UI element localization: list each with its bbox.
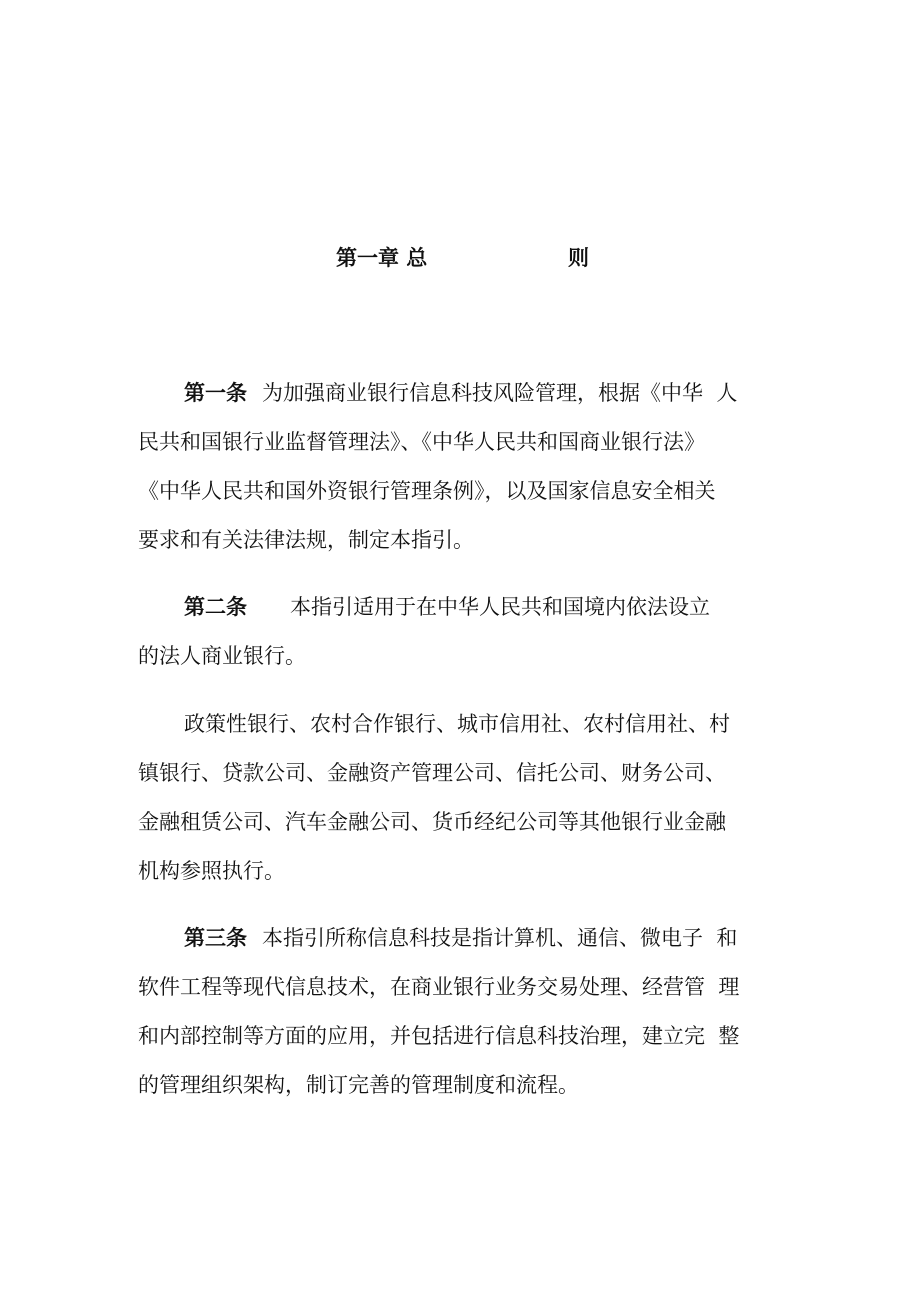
article-2-line-1: 本指引适用于在中华人民共和国境内依法设立 — [290, 595, 710, 619]
chapter-title — [0, 238, 920, 274]
article-3-heading: 第三条 — [184, 925, 247, 950]
article-3-line-4: 的管理组织架构，制订完善的管理制度和流程。 — [138, 1073, 579, 1097]
chapter-title-label: 第一章 总 — [336, 245, 428, 270]
policy-line-4: 机构参照执行。 — [138, 859, 285, 883]
chapter-title-suffix: 则 — [568, 245, 589, 270]
article-3-line-3: 和内部控制等方面的应用，并包括进行信息科技治理，建立完 整 — [138, 1024, 740, 1048]
article-1-line-1: 为加强商业银行信息科技风险管理，根据《中华 人 — [262, 381, 738, 405]
article-1-heading: 第一条 — [184, 380, 247, 405]
article-3-line-2: 软件工程等现代信息技术，在商业银行业务交易处理、经营管 理 — [138, 975, 740, 999]
article-2-heading: 第二条 — [184, 594, 247, 619]
policy-line-2: 镇银行、贷款公司、金融资产管理公司、信托公司、财务公司、 — [138, 761, 726, 785]
article-2-line-2: 的法人商业银行。 — [138, 644, 306, 668]
article-1-line-2: 民共和国银行业监督管理法》、《中华人民共和国商业银行法》 — [138, 430, 705, 454]
policy-line-1: 政策性银行、农村合作银行、城市信用社、农村信用社、村 — [184, 712, 730, 736]
article-1-line-4: 要求和有关法律法规，制定本指引。 — [138, 528, 474, 552]
article-3-line-1: 本指引所称信息科技是指计算机、通信、微电子 和 — [262, 926, 738, 950]
policy-line-3: 金融租赁公司、汽车金融公司、货币经纪公司等其他银行业金融 — [138, 810, 726, 834]
article-1-line-3: 《中华人民共和国外资银行管理条例》，以及国家信息安全相关 — [138, 479, 716, 503]
